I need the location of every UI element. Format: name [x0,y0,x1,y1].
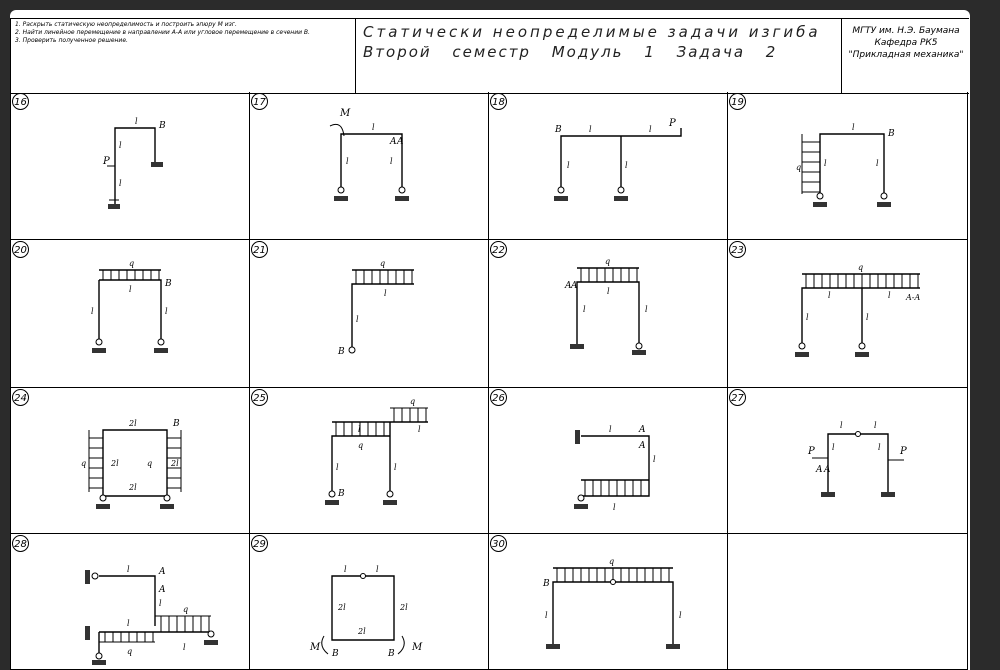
point-label: A [639,441,646,451]
length-label: l [852,123,855,132]
length-label: 2l [129,419,137,428]
organization [847,25,965,61]
task-number: 26 [490,389,507,406]
task-number: 28 [12,535,29,552]
title-block [10,18,969,94]
task-cell [489,388,728,534]
divider [355,19,356,93]
length-label: l [625,161,628,170]
load-label: q [147,459,153,468]
length-label: l [653,455,656,464]
task-number: 29 [251,535,268,552]
length-label: l [394,463,397,472]
length-label: l [358,425,361,434]
length-label: l [344,565,347,574]
force-label: P [900,446,907,457]
task-cell-empty [728,534,968,670]
load-label: q [605,257,611,266]
length-label: l [372,123,375,132]
sheet-subtitle: Второй семестр Модуль 1 Задача 2 [363,43,778,61]
frame-diagram [728,388,968,534]
length-label: 2l [400,603,408,612]
length-label: l [806,313,809,322]
frame-diagram [489,92,728,240]
length-label: 2l [111,459,119,468]
load-label: q [183,605,189,614]
length-label: l [567,161,570,170]
divider [841,19,842,93]
point-label: A [397,137,404,147]
force-label: P [103,156,110,167]
point-label: B [555,125,562,135]
frame-diagram [250,388,489,534]
load-label: q [358,441,364,450]
point-label: B [388,649,395,659]
task-cell [250,92,489,240]
task-number: 22 [490,241,507,258]
task-cell [489,92,728,240]
frame-diagram [11,92,251,240]
length-label: l [649,125,652,134]
point-label: B [332,649,339,659]
frame-diagram [489,534,728,670]
task-cell [728,240,968,388]
point-label: B [165,279,172,289]
length-label: 2l [338,603,346,612]
point-label: A [390,137,397,147]
point-label: B [888,129,895,139]
org-line-1: МГТУ им. Н.Э. Баумана [852,26,960,36]
point-label: B [173,419,180,429]
point-label: B [338,347,345,357]
length-label: l [645,305,648,314]
frame-diagram [489,240,728,388]
point-label: A [824,465,831,475]
task-cell [10,534,250,670]
length-label: l [878,443,881,452]
task-number: 27 [729,389,746,406]
force-label: P [808,446,815,457]
length-label: l [876,159,879,168]
task-number: 17 [251,93,268,110]
moment-label: M [340,108,351,119]
point-label: A [639,425,646,435]
length-label: l [828,291,831,300]
force-label: P [669,118,676,129]
task-cell [250,534,489,670]
frame-diagram [728,240,968,388]
frame-diagram [11,534,251,670]
task-number: 25 [251,389,268,406]
length-label: 2l [171,459,179,468]
task-cell [10,388,250,534]
frame-diagram [11,240,251,388]
length-label: l [418,425,421,434]
length-label: l [545,611,548,620]
instruction-1: 1. Раскрыть статическую неопределимость и построить эпюру M изг. [15,21,237,28]
load-label: q [129,259,135,268]
drawing-sheet [10,10,970,670]
length-label: l [127,619,130,628]
point-label: B [338,489,345,499]
length-label: l [384,289,387,298]
length-label: l [613,503,616,512]
length-label: l [866,313,869,322]
length-label: l [609,425,612,434]
load-label: q [380,259,386,268]
point-label: B [159,121,166,131]
length-label: l [824,159,827,168]
length-label: 2l [129,483,137,492]
point-label: A [565,281,572,291]
fixed-support [151,162,163,167]
length-label: l [336,463,339,472]
task-number: 24 [12,389,29,406]
load-label: q [796,163,802,172]
length-label: l [589,125,592,134]
task-cell [728,388,968,534]
length-label: l [159,599,162,608]
frame-diagram [728,92,968,240]
length-label: l [165,307,168,316]
load-label: q [81,459,87,468]
length-label: l [679,611,682,620]
frame-diagram [11,388,251,534]
load-label: q [127,647,133,656]
length-label: l [91,307,94,316]
length-label: l [127,565,130,574]
load-label: q [609,557,615,566]
frame-diagram [250,534,489,670]
task-number: 30 [490,535,507,552]
length-label: 2l [358,627,366,636]
task-cell [489,534,728,670]
task-number: 20 [12,241,29,258]
task-cell [489,240,728,388]
instruction-3: 3. Проверить полученное решение. [15,37,128,44]
task-number: 18 [490,93,507,110]
length-label: l [874,421,877,430]
length-label: l [832,443,835,452]
length-label: l [583,305,586,314]
length-label: l [888,291,891,300]
instructions [15,21,351,45]
point-label: A [159,585,166,595]
length-label: l [183,643,186,652]
org-line-2: Кафедра РК5 [874,38,938,48]
length-label: l [135,117,138,126]
task-number: 23 [729,241,746,258]
length-label: l [356,315,359,324]
length-label: l [346,157,349,166]
instruction-2: 2. Найти линейное перемещение в направлении A-A или угловое перемещение в сечении B. [15,29,310,36]
fixed-support [108,204,120,209]
length-label: l [376,565,379,574]
load-label: q [410,397,416,406]
task-number: 16 [12,93,29,110]
task-number: 19 [729,93,746,110]
length-label: l [390,157,393,166]
sheet-title: Статически неопределимые задачи изгиба [363,23,821,41]
load-label: q [858,263,864,272]
point-label: A [816,465,823,475]
task-number: 21 [251,241,268,258]
task-cell [10,240,250,388]
moment-label: M [412,642,423,653]
length-label: l [607,287,610,296]
frame-diagram [250,240,489,388]
length-label: l [129,285,132,294]
point-label: B [543,579,550,589]
frame-diagram [489,388,728,534]
task-cell [250,240,489,388]
length-label: l [119,141,122,150]
task-cell [728,92,968,240]
length-label: l [840,421,843,430]
point-label: A [571,281,578,291]
point-label: A [159,567,166,577]
moment-label: M [310,642,321,653]
task-cell [10,92,250,240]
length-label: l [119,179,122,188]
org-line-3: "Прикладная механика" [848,50,964,60]
task-cell [250,388,489,534]
frame-diagram [250,92,489,240]
section-label: A-A [906,293,921,302]
